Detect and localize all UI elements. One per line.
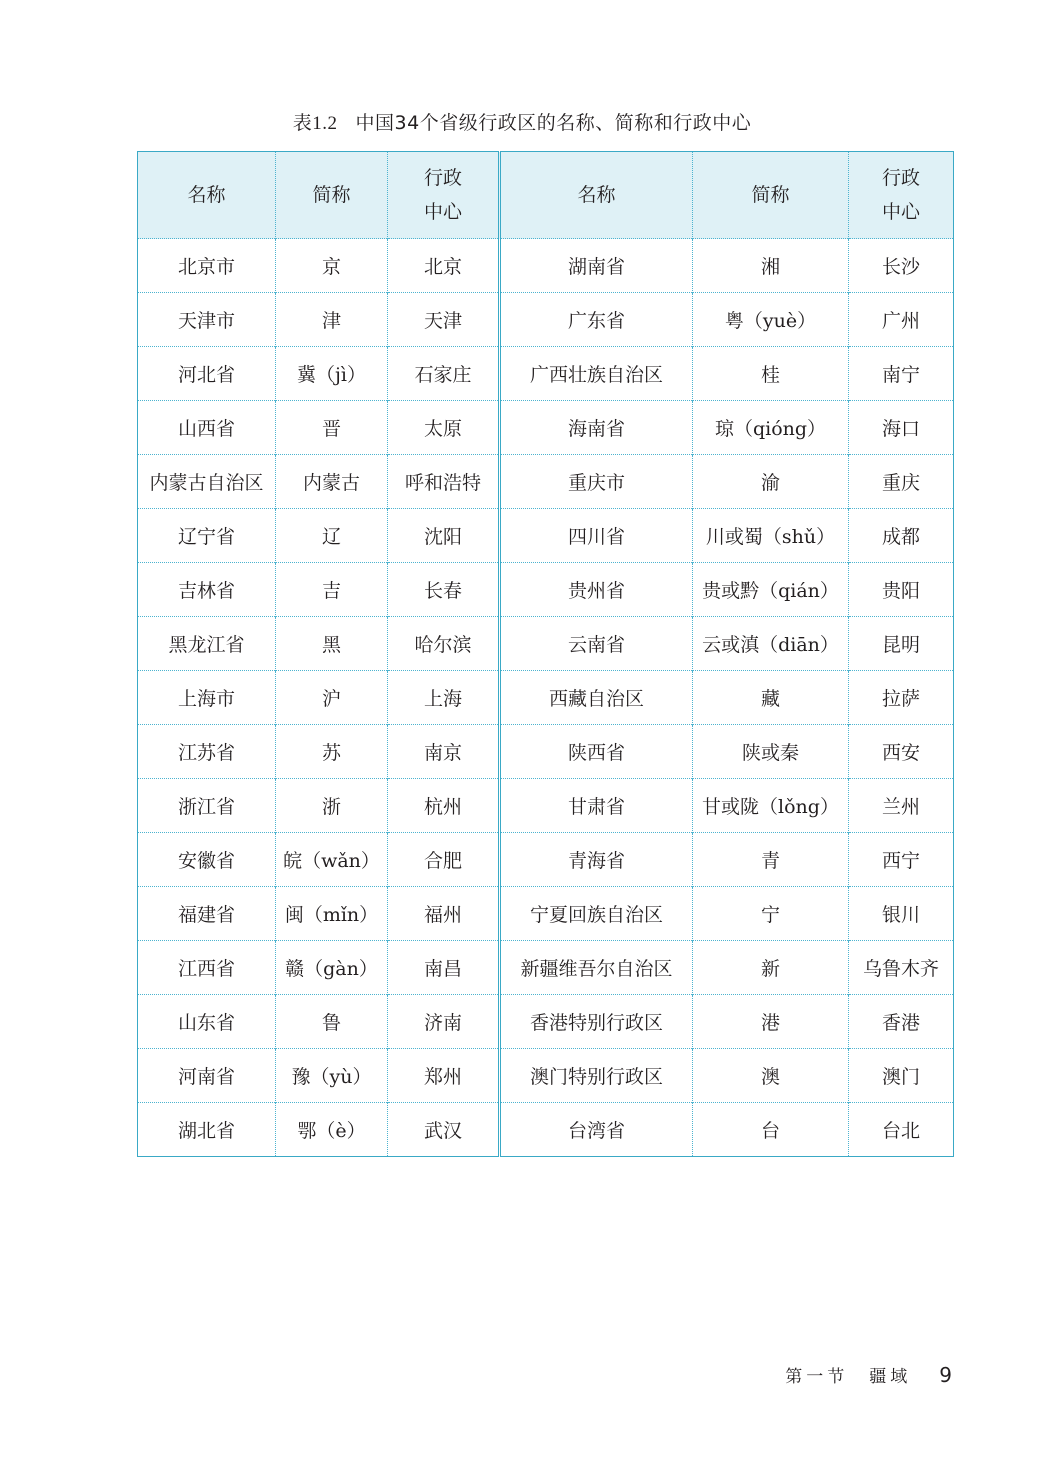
cell-abbr-left: 津 (276, 293, 388, 347)
header-abbr-left: 简称 (276, 152, 388, 239)
cell-name-right: 湖南省 (500, 239, 693, 293)
cell-capital-right: 海口 (849, 401, 954, 455)
cell-capital-right: 西安 (849, 725, 954, 779)
table-number: 表1.2 (292, 113, 338, 134)
cell-capital-left: 济南 (388, 995, 500, 1049)
cell-name-left: 内蒙古自治区 (138, 455, 276, 509)
cell-abbr-left: 闽（mǐn） (276, 887, 388, 941)
cell-capital-left: 合肥 (388, 833, 500, 887)
cell-abbr-left: 浙 (276, 779, 388, 833)
cell-abbr-left: 苏 (276, 725, 388, 779)
page-footer (785, 1362, 952, 1387)
cell-abbr-right: 渝 (693, 455, 849, 509)
cell-abbr-right: 琼（qióng） (693, 401, 849, 455)
cell-capital-left: 北京 (388, 239, 500, 293)
cell-capital-right: 广州 (849, 293, 954, 347)
cell-capital-left: 太原 (388, 401, 500, 455)
cell-name-left: 安徽省 (138, 833, 276, 887)
cell-abbr-right: 新 (693, 941, 849, 995)
header-row (138, 152, 954, 239)
table-title: 中国34个省级行政区的名称、简称和行政中心 (355, 112, 752, 134)
cell-name-right: 宁夏回族自治区 (500, 887, 693, 941)
table-header (138, 152, 954, 239)
cell-abbr-right: 澳 (693, 1049, 849, 1103)
table-row (138, 833, 954, 887)
cell-name-left: 江西省 (138, 941, 276, 995)
cell-capital-right: 银川 (849, 887, 954, 941)
cell-name-right: 广西壮族自治区 (500, 347, 693, 401)
cell-abbr-right: 贵或黔（qián） (693, 563, 849, 617)
table-caption (0, 108, 1044, 135)
cell-name-right: 澳门特别行政区 (500, 1049, 693, 1103)
cell-abbr-right: 藏 (693, 671, 849, 725)
cell-abbr-right: 云或滇（diān） (693, 617, 849, 671)
table-row (138, 887, 954, 941)
cell-name-right: 海南省 (500, 401, 693, 455)
cell-name-left: 山东省 (138, 995, 276, 1049)
cell-abbr-left: 沪 (276, 671, 388, 725)
cell-name-left: 上海市 (138, 671, 276, 725)
cell-name-right: 西藏自治区 (500, 671, 693, 725)
cell-abbr-right: 湘 (693, 239, 849, 293)
cell-capital-right: 西宁 (849, 833, 954, 887)
cell-abbr-right: 台 (693, 1103, 849, 1157)
footer-section: 第一节 疆域 (785, 1367, 912, 1387)
cell-abbr-right: 陕或秦 (693, 725, 849, 779)
cell-name-right: 广东省 (500, 293, 693, 347)
header-capital-left: 行政 中心 (388, 152, 500, 239)
cell-capital-right: 台北 (849, 1103, 954, 1157)
cell-name-right: 青海省 (500, 833, 693, 887)
cell-capital-right: 兰州 (849, 779, 954, 833)
cell-name-right: 贵州省 (500, 563, 693, 617)
cell-capital-left: 郑州 (388, 1049, 500, 1103)
cell-capital-right: 昆明 (849, 617, 954, 671)
table-row (138, 779, 954, 833)
cell-capital-right: 长沙 (849, 239, 954, 293)
cell-capital-left: 杭州 (388, 779, 500, 833)
cell-abbr-left: 鄂（è） (276, 1103, 388, 1157)
cell-abbr-left: 赣（gàn） (276, 941, 388, 995)
cell-name-right: 台湾省 (500, 1103, 693, 1157)
cell-abbr-left: 皖（wǎn） (276, 833, 388, 887)
header-name-left: 名称 (138, 152, 276, 239)
cell-capital-left: 呼和浩特 (388, 455, 500, 509)
table-body (138, 239, 954, 1157)
table-row (138, 563, 954, 617)
table-row (138, 455, 954, 509)
cell-capital-left: 武汉 (388, 1103, 500, 1157)
cell-name-right: 四川省 (500, 509, 693, 563)
table-row (138, 239, 954, 293)
table-row (138, 401, 954, 455)
cell-capital-left: 南昌 (388, 941, 500, 995)
table-row (138, 941, 954, 995)
cell-name-left: 山西省 (138, 401, 276, 455)
cell-capital-left: 长春 (388, 563, 500, 617)
cell-abbr-left: 豫（yù） (276, 1049, 388, 1103)
table-row (138, 617, 954, 671)
cell-abbr-right: 青 (693, 833, 849, 887)
cell-capital-left: 福州 (388, 887, 500, 941)
cell-abbr-right: 粤（yuè） (693, 293, 849, 347)
table-row (138, 671, 954, 725)
cell-capital-right: 贵阳 (849, 563, 954, 617)
cell-name-right: 重庆市 (500, 455, 693, 509)
cell-capital-right: 乌鲁木齐 (849, 941, 954, 995)
cell-capital-left: 南京 (388, 725, 500, 779)
cell-abbr-left: 晋 (276, 401, 388, 455)
cell-capital-right: 成都 (849, 509, 954, 563)
cell-name-right: 甘肃省 (500, 779, 693, 833)
table-row (138, 1103, 954, 1157)
cell-capital-left: 上海 (388, 671, 500, 725)
header-name-right: 名称 (500, 152, 693, 239)
cell-name-right: 云南省 (500, 617, 693, 671)
cell-abbr-right: 甘或陇（lǒng） (693, 779, 849, 833)
cell-abbr-left: 鲁 (276, 995, 388, 1049)
cell-abbr-left: 吉 (276, 563, 388, 617)
cell-capital-left: 哈尔滨 (388, 617, 500, 671)
cell-name-left: 湖北省 (138, 1103, 276, 1157)
table-row (138, 1049, 954, 1103)
cell-name-left: 河南省 (138, 1049, 276, 1103)
cell-name-left: 辽宁省 (138, 509, 276, 563)
table-row (138, 725, 954, 779)
page-number: 9 (939, 1363, 952, 1387)
cell-abbr-right: 桂 (693, 347, 849, 401)
cell-abbr-left: 黑 (276, 617, 388, 671)
cell-name-left: 北京市 (138, 239, 276, 293)
cell-name-left: 河北省 (138, 347, 276, 401)
cell-capital-right: 重庆 (849, 455, 954, 509)
cell-abbr-right: 川或蜀（shǔ） (693, 509, 849, 563)
cell-abbr-right: 宁 (693, 887, 849, 941)
cell-capital-right: 香港 (849, 995, 954, 1049)
cell-abbr-left: 内蒙古 (276, 455, 388, 509)
cell-name-right: 陕西省 (500, 725, 693, 779)
header-capital-right: 行政 中心 (849, 152, 954, 239)
cell-name-left: 江苏省 (138, 725, 276, 779)
table-row (138, 995, 954, 1049)
cell-capital-right: 拉萨 (849, 671, 954, 725)
cell-name-right: 新疆维吾尔自治区 (500, 941, 693, 995)
header-abbr-right: 简称 (693, 152, 849, 239)
cell-abbr-left: 京 (276, 239, 388, 293)
cell-abbr-left: 冀（jì） (276, 347, 388, 401)
cell-abbr-right: 港 (693, 995, 849, 1049)
cell-name-left: 浙江省 (138, 779, 276, 833)
cell-capital-left: 石家庄 (388, 347, 500, 401)
cell-capital-left: 沈阳 (388, 509, 500, 563)
cell-abbr-left: 辽 (276, 509, 388, 563)
province-table (137, 151, 954, 1157)
cell-capital-right: 澳门 (849, 1049, 954, 1103)
table-row (138, 347, 954, 401)
province-table-wrapper (137, 151, 953, 1157)
cell-name-left: 吉林省 (138, 563, 276, 617)
table-row (138, 509, 954, 563)
table-row (138, 293, 954, 347)
cell-capital-left: 天津 (388, 293, 500, 347)
cell-capital-right: 南宁 (849, 347, 954, 401)
cell-name-left: 天津市 (138, 293, 276, 347)
cell-name-left: 福建省 (138, 887, 276, 941)
cell-name-left: 黑龙江省 (138, 617, 276, 671)
cell-name-right: 香港特别行政区 (500, 995, 693, 1049)
